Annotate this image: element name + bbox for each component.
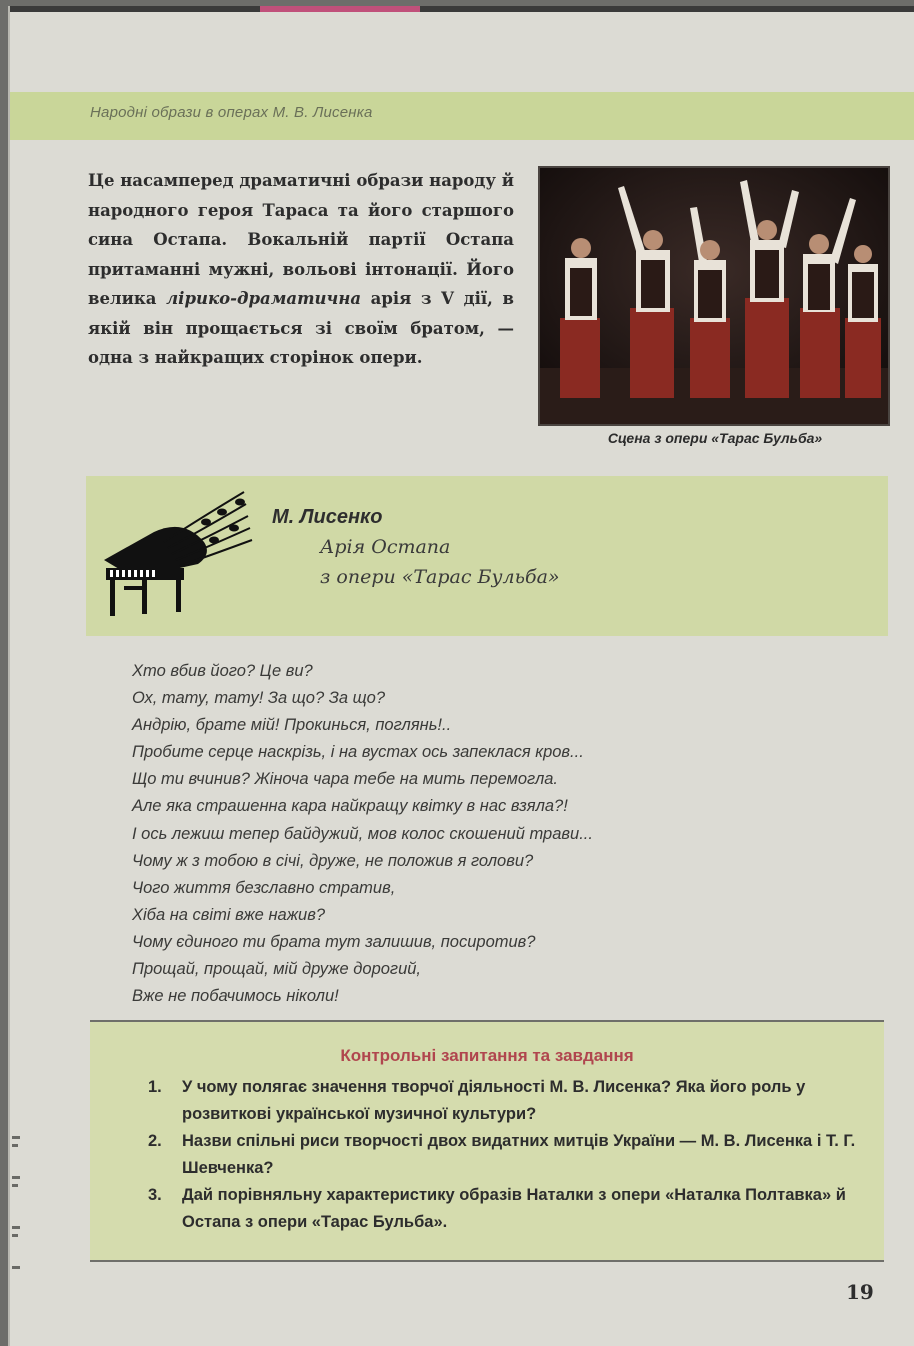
aria-title: Арія Остапа xyxy=(320,536,451,558)
lyrics-line: Хто вбив його? Це ви? xyxy=(132,662,313,680)
lyrics-line: Чого життя безславно стратив, xyxy=(132,878,396,897)
question-number: 1. xyxy=(148,1078,162,1096)
binding-edge-marks xyxy=(10,1126,24,1306)
lyrics-line: Вже не побачимось ніколи! xyxy=(132,987,339,1006)
intro-paragraph xyxy=(88,166,514,373)
aria-lyrics xyxy=(132,658,852,1010)
lyrics-line: І ось лежиш тепер байдужий, мов колос скошений трави... xyxy=(132,824,593,843)
lyrics-line: Але яка страшенна кара найкращу квітку в нас взяла?! xyxy=(132,797,568,816)
question-text: Дай порівняльну характеристику образів Наталки з опери «Наталка Полтавка» й Остапа з опери «Тарас Бульба». xyxy=(182,1186,846,1231)
question-item xyxy=(148,1074,864,1128)
page-number: 19 xyxy=(846,1280,874,1304)
intro-text-emphasis: лірико-драматична xyxy=(166,289,362,308)
opera-scene-photo xyxy=(538,166,890,426)
textbook-page xyxy=(8,6,914,1346)
lyrics-line: Андрію, брате мій! Прокинься, поглянь!.. xyxy=(132,716,452,735)
photo-caption: Сцена з опери «Тарас Бульба» xyxy=(607,430,823,446)
lyrics-line: Що ти вчинив? Жіноча чара тебе на мить перемогла. xyxy=(132,770,559,789)
question-number: 2. xyxy=(148,1132,162,1150)
aria-composer: М. Лисенко xyxy=(272,506,383,528)
aria-source: з опери «Тарас Бульба» xyxy=(320,566,560,588)
lyrics-line: Прощай, прощай, мій друже дорогий, xyxy=(132,960,421,979)
top-strip xyxy=(10,6,914,12)
questions-box xyxy=(90,1020,884,1262)
lyrics-line: Ох, тату, тату! За що? За що? xyxy=(132,689,386,708)
question-item xyxy=(148,1182,864,1236)
section-header-band xyxy=(10,92,914,140)
lyrics-line: Пробите серце наскрізь, і на вустах ось запеклася кров... xyxy=(132,743,584,762)
lyrics-line: Хіба на світі вже нажив? xyxy=(132,905,326,924)
questions-list xyxy=(148,1074,864,1236)
lyrics-line: Чому єдиного ти брата тут залишив, посиротив? xyxy=(132,932,536,951)
question-item xyxy=(148,1128,864,1182)
question-text: Назви спільні риси творчості двох видатних митців України — М. В. Лисенка і Т. Г. Шевченка? xyxy=(182,1132,856,1177)
section-header-title: Народні образи в операх М. В. Лисенка xyxy=(90,104,373,121)
lyrics-line: Чому ж з тобою в січі, друже, не положив я голови? xyxy=(132,851,534,870)
intro-text-part2: арія з V дії, в якій він прощається зі своїм братом, — одна з найкращих сторінок опери. xyxy=(88,289,515,367)
questions-heading: Контрольні запитання та завдання xyxy=(340,1046,634,1065)
opera-scene-illustration xyxy=(540,168,888,424)
intro-text-part1: Це насамперед драматичні образи народу й народного героя Тараса та його старшого сина Остапа. Вокальній партії Остапа притаманні мужні, вольові інтонації. Його велика xyxy=(88,171,514,308)
grand-piano-icon xyxy=(94,482,254,622)
question-text: У чому полягає значення творчої діяльності М. В. Лисенка? Яка його роль у розвиткові української музичної культури? xyxy=(182,1078,806,1123)
question-number: 3. xyxy=(148,1186,162,1204)
aria-box xyxy=(86,476,888,636)
